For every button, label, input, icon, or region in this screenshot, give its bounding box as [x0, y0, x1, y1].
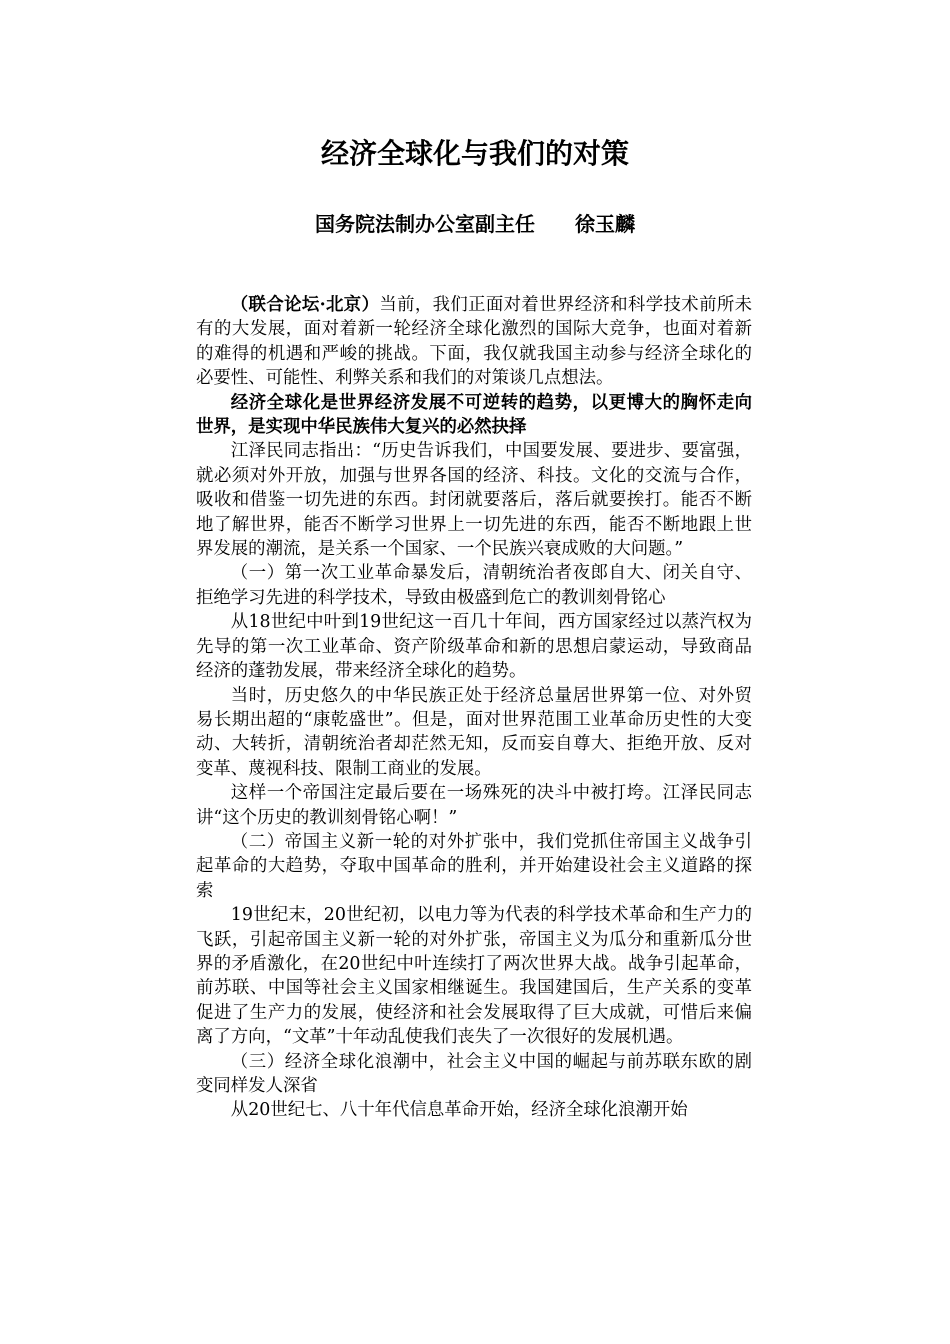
- paragraph: 当时，历史悠久的中华民族正处于经济总量居世界第一位、对外贸易长期出超的“康乾盛世”。但是，面对世界范围工业革命历史性的大变动、大转折，清朝统治者却茫然无知，反而妄自尊大、拒绝开放、反对变革、蔑视科技、限制工商业的发展。: [196, 685, 752, 779]
- paragraph: 江泽民同志指出：“历史告诉我们，中国要发展、要进步、要富强，就必须对外开放，加强与世界各国的经济、科技。文化的交流与合作，吸收和借鉴一切先进的东西。封闭就要落后，落后就要挨打。能否不断地了解世界，能否不断学习世界上一切先进的东西，能否不断地跟上世界发展的潮流，是关系一个国家、一个民族兴衰成败的大问题。”: [196, 441, 752, 560]
- section-heading: 经济全球化是世界经济发展不可逆转的趋势，以更博大的胸怀走向世界，是实现中华民族伟大复兴的必然抉择: [196, 392, 752, 438]
- paragraph: 从18世纪中叶到19世纪这一百几十年间，西方国家经过以蒸汽权为先导的第一次工业革命、资产阶级革命和新的思想启蒙运动，导致商品经济的蓬勃发展，带来经济全球化的趋势。: [196, 612, 752, 682]
- paragraph-intro: [196, 293, 752, 391]
- dateline: （联合论坛·北京）: [230, 295, 380, 315]
- paragraph-intro-text: 当前，我们正面对着世界经济和科学技术前所未有的大发展，面对着新一轮经济全球化激烈的国际大竞争，也面对着新的难得的机遇和严峻的挑战。下面，我仅就我国主动参与经济全球化的必要性、可能性、利弊关系和我们的对策谈几点想法。: [196, 295, 752, 389]
- document-title: 经济全球化与我们的对策: [320, 137, 629, 170]
- paragraph: 从20世纪七、八十年代信息革命开始，经济全球化浪潮开始: [230, 1100, 688, 1121]
- article-body: [196, 293, 752, 1123]
- subsection-heading: （三）经济全球化浪潮中，社会主义中国的崛起与前苏联东欧的剧变同样发人深省: [196, 1051, 752, 1096]
- paragraph: 这样一个帝国注定最后要在一场殊死的决斗中被打垮。江泽民同志讲“这个历史的教训刻骨铭心啊！”: [196, 783, 752, 828]
- author-byline: 国务院法制办公室副主任 徐玉麟: [315, 212, 635, 236]
- subsection-heading: （一）第一次工业革命暴发后，清朝统治者夜郎自大、闭关自守、拒绝学习先进的科学技术，导致由极盛到危亡的教训刻骨铭心: [196, 563, 752, 608]
- subsection-heading: （二）帝国主义新一轮的对外扩张中，我们党抓住帝国主义战争引起革命的大趋势，夺取中国革命的胜利，并开始建设社会主义道路的探索: [196, 831, 752, 901]
- paragraph: 19世纪末，20世纪初，以电力等为代表的科学技术革命和生产力的飞跃，引起帝国主义新一轮的对外扩张，帝国主义为瓜分和重新瓜分世界的矛盾激化，在20世纪中叶连续打了两次世界大战。战争引起革命，前苏联、中国等社会主义国家相继诞生。我国建国后，生产关系的变革促进了生产力的发展，使经济和社会发展取得了巨大成就，可惜后来偏离了方向，“文革”十年动乱使我们丧失了一次很好的发展机遇。: [196, 905, 752, 1048]
